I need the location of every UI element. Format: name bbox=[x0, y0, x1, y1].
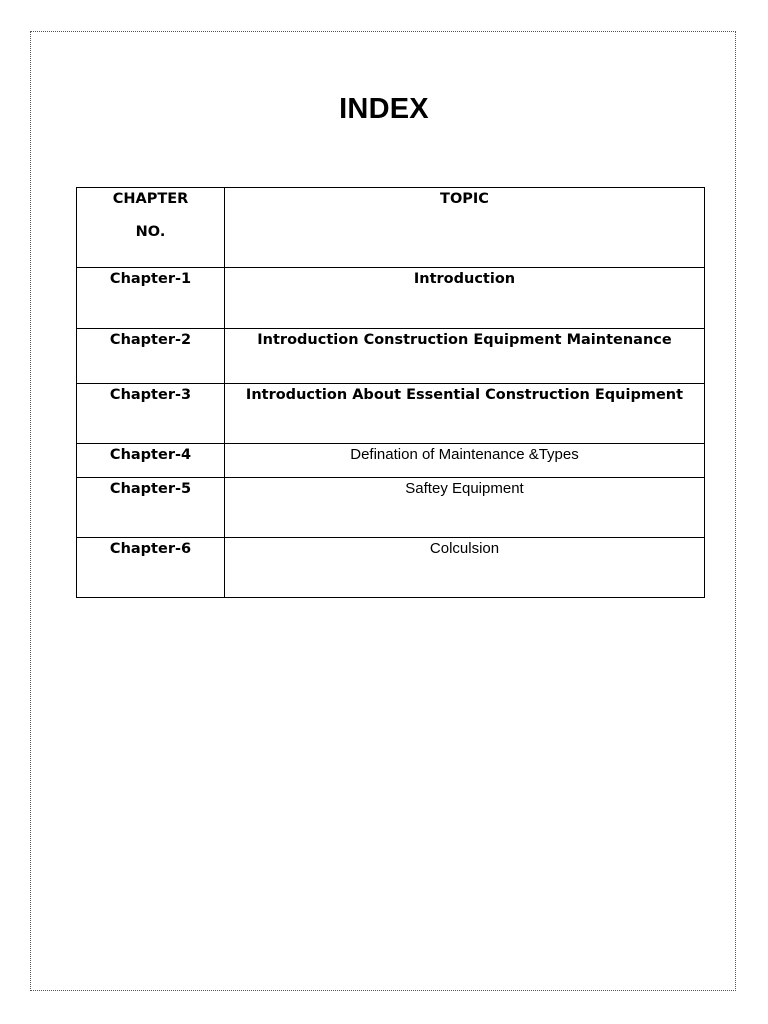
topic-cell bbox=[225, 384, 705, 444]
topic-cell bbox=[225, 478, 705, 538]
chapter-cell bbox=[77, 444, 225, 478]
chapter-label: Chapter-5 bbox=[109, 481, 192, 497]
chapter-cell bbox=[77, 268, 225, 329]
topic-cell bbox=[225, 444, 705, 478]
table-row bbox=[77, 444, 705, 478]
topic-cell bbox=[225, 268, 705, 329]
table-row bbox=[77, 329, 705, 384]
table-header-row bbox=[77, 188, 705, 268]
chapter-label: Chapter-2 bbox=[109, 332, 192, 348]
header-topic-label: TOPIC bbox=[440, 191, 489, 207]
topic-cell bbox=[225, 538, 705, 598]
table-row bbox=[77, 478, 705, 538]
topic-label: Introduction About Essential Construction Equipment bbox=[245, 387, 684, 403]
topic-label: Defination of Maintenance &Types bbox=[350, 446, 579, 463]
chapter-cell bbox=[77, 329, 225, 384]
header-chapter-label: CHAPTER bbox=[112, 191, 189, 207]
header-no-label: NO. bbox=[135, 224, 166, 240]
topic-label: Saftey Equipment bbox=[405, 480, 524, 497]
topic-label: Colculsion bbox=[429, 540, 500, 557]
chapter-label: Chapter-4 bbox=[109, 447, 192, 463]
table-row bbox=[77, 268, 705, 329]
chapter-label: Chapter-1 bbox=[109, 271, 192, 287]
page-title: INDEX bbox=[339, 93, 429, 125]
chapter-cell bbox=[77, 478, 225, 538]
topic-label: Introduction bbox=[413, 271, 516, 287]
topic-label: Introduction Construction Equipment Maintenance bbox=[257, 332, 672, 348]
chapter-cell bbox=[77, 384, 225, 444]
chapter-label: Chapter-3 bbox=[109, 387, 192, 403]
table-row bbox=[77, 384, 705, 444]
header-chapter-no bbox=[77, 188, 225, 268]
chapter-label: Chapter-6 bbox=[109, 541, 192, 557]
chapter-cell bbox=[77, 538, 225, 598]
header-topic bbox=[225, 188, 705, 268]
index-table bbox=[76, 187, 705, 598]
table-row bbox=[77, 538, 705, 598]
topic-cell bbox=[225, 329, 705, 384]
